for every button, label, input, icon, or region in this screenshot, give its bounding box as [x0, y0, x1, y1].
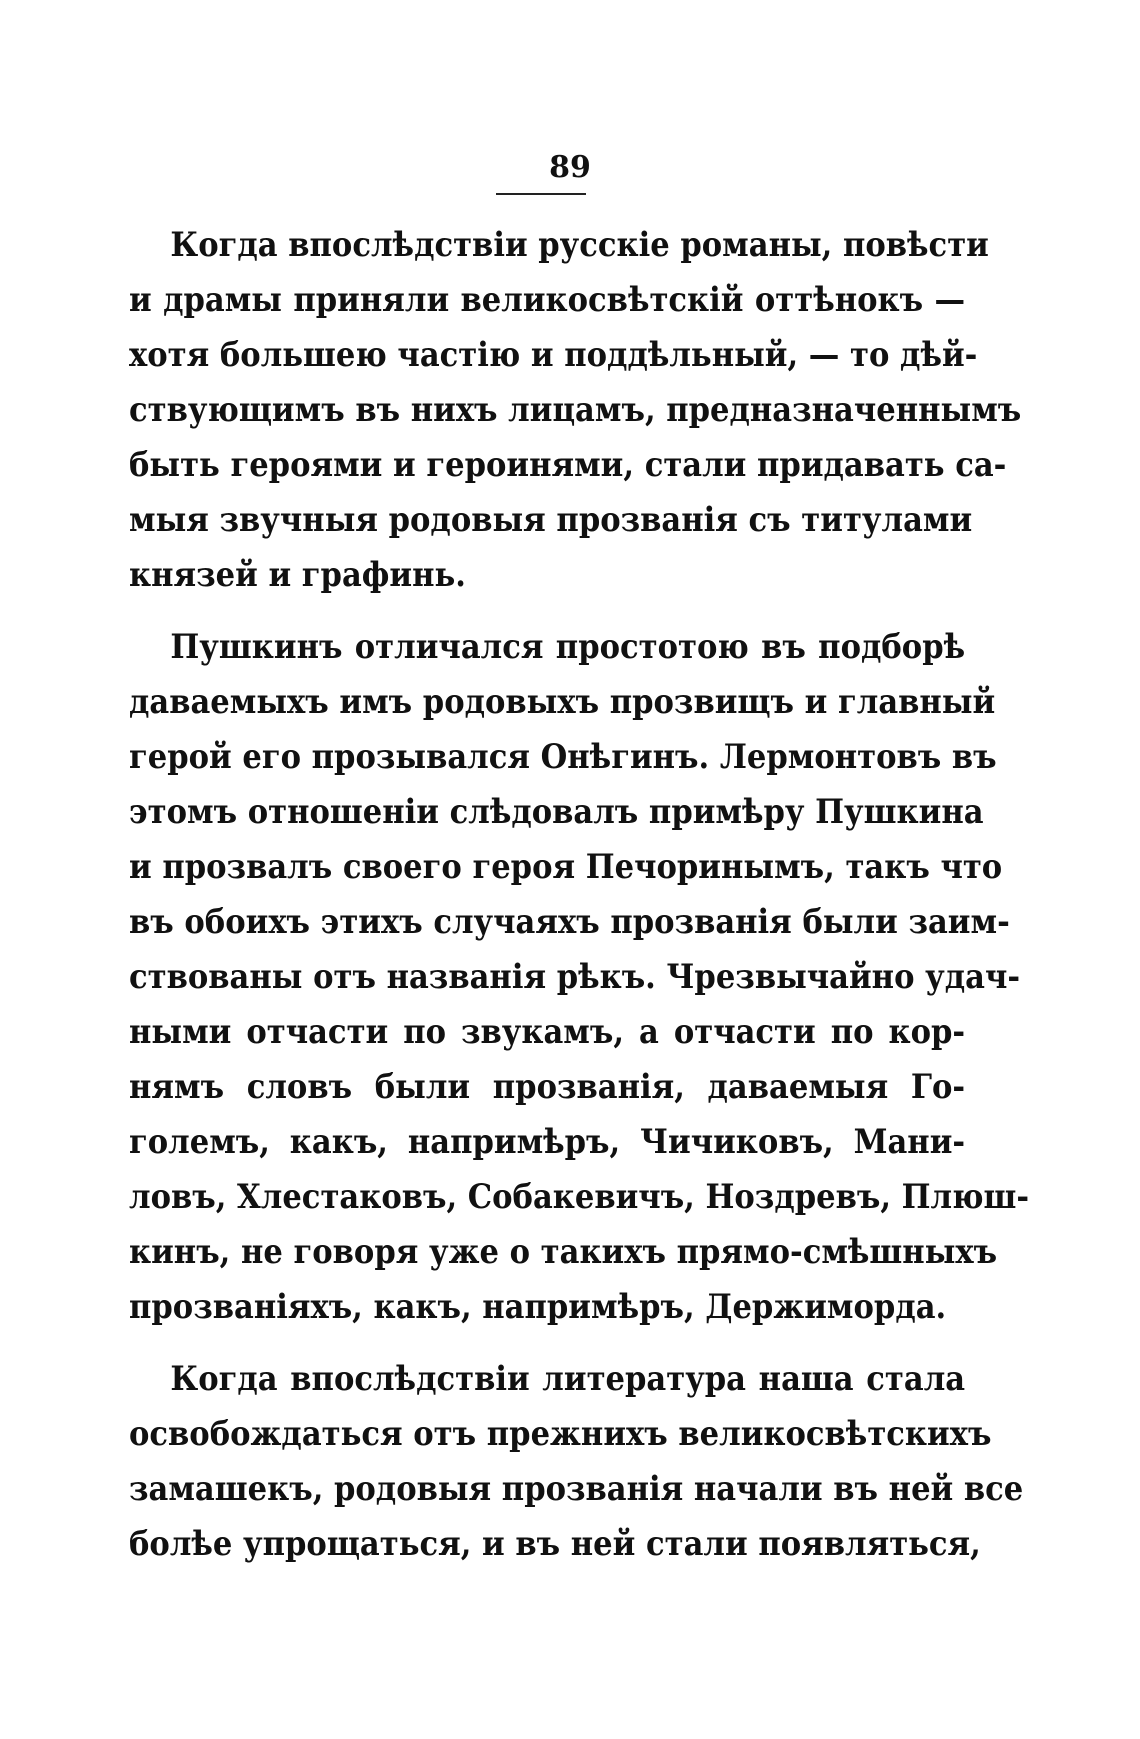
text-line: хотя большею частію и поддѣльный, — то дѣй- [129, 335, 978, 375]
text-line: кинъ, не говоря уже о такихъ прямо-смѣшныхъ [129, 1232, 998, 1272]
text-line: князей и графинь. [129, 555, 466, 595]
text-line: и прозвалъ своего героя Печоринымъ, такъ что [129, 847, 1003, 887]
paragraph-2 [129, 620, 1030, 1335]
text-line: ловъ, Хлестаковъ, Собакевичъ, Ноздревъ, Плюш- [129, 1177, 1030, 1217]
text-line: этомъ отношеніи слѣдовалъ примѣру Пушкина [129, 792, 984, 832]
text-line: нямъ словъ были прозванія, даваемыя Го- [129, 1067, 966, 1107]
page-number-rule [496, 193, 586, 195]
text-line: Когда впослѣдствіи литература наша стала [170, 1359, 966, 1399]
paragraph-1 [129, 218, 1022, 603]
text-line: големъ, какъ, напримѣръ, Чичиковъ, Мани- [129, 1122, 966, 1162]
text-line: мыя звучныя родовыя прозванія съ титулами [129, 500, 973, 540]
body-text [129, 218, 1030, 1589]
text-line: Когда впослѣдствіи русскіе романы, повѣсти [170, 225, 989, 265]
text-line: быть героями и героинями, стали придавать са- [129, 445, 1007, 485]
text-line: ствующимъ въ нихъ лицамъ, предназначеннымъ [129, 390, 1022, 430]
text-line: Пушкинъ отличался простотою въ подборѣ [170, 627, 966, 667]
text-line: освобождаться отъ прежнихъ великосвѣтскихъ [129, 1414, 992, 1454]
paragraph-3 [129, 1352, 1024, 1572]
text-line: ными отчасти по звукамъ, а отчасти по кор- [129, 1012, 966, 1052]
text-line: герой его прозывался Онѣгинъ. Лермонтовъ въ [129, 737, 997, 777]
text-line: въ обоихъ этихъ случаяхъ прозванія были заим- [129, 902, 1010, 942]
text-line: прозваніяхъ, какъ, напримѣръ, Держиморда. [129, 1287, 947, 1327]
text-line: даваемыхъ имъ родовыхъ прозвищъ и главный [129, 682, 996, 722]
text-line: болѣе упрощаться, и въ ней стали появляться, [129, 1524, 981, 1564]
text-line: замашекъ, родовыя прозванія начали въ ней все [129, 1469, 1024, 1509]
page-number: 89 [549, 150, 591, 185]
text-line: ствованы отъ названія рѣкъ. Чрезвычайно удач- [129, 957, 1021, 997]
text-line: и драмы приняли великосвѣтскій оттѣнокъ — [129, 280, 966, 320]
